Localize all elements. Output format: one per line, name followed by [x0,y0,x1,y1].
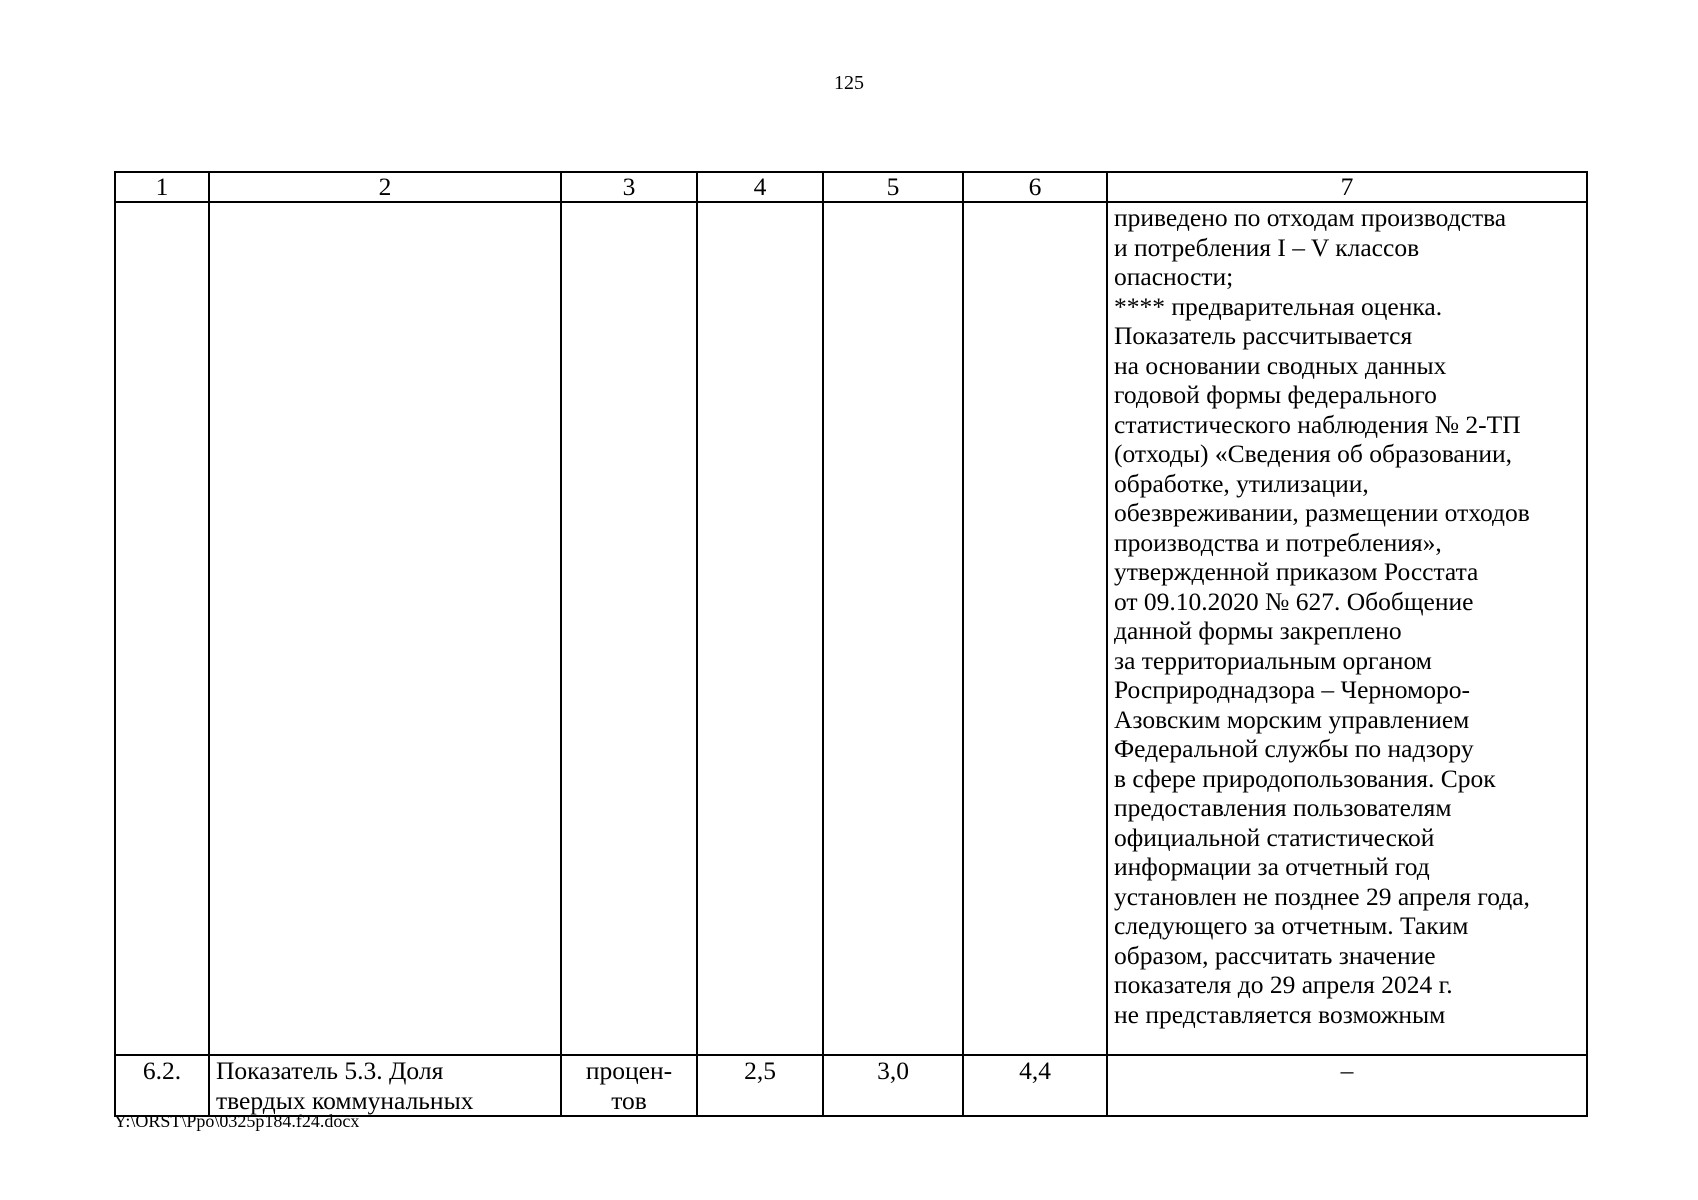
cell-empty [823,202,963,1055]
table-header-row [115,172,1587,202]
data-table [114,171,1588,1117]
notes-line: опасности; [1114,262,1234,291]
notes-line: производства и потребления», [1114,527,1442,557]
notes-line: годовой формы федерального [1114,380,1437,409]
column-header-3: 3 [561,172,697,202]
notes-line: утвержденной приказом Росстата [1114,557,1479,586]
cell-value-col6: 4,4 [963,1055,1107,1116]
notes-line: от 09.10.2020 № 627. Обобщение [1114,586,1474,616]
notes-line: и потребления I – V классов [1114,232,1420,262]
unit-line: процен- [585,1056,673,1085]
cell-empty [561,202,697,1055]
notes-line: за территориальным органом [1114,645,1432,675]
page-number: 125 [834,72,864,94]
column-header-2: 2 [209,172,561,202]
footer-file-path: Y:\ORST\Ppo\0325p184.f24.docx [114,1111,360,1131]
cell-value-col5: 3,0 [823,1055,963,1116]
notes-line: Федеральной службы по надзору [1114,734,1474,763]
notes-line: приведено по отходам производства [1114,203,1507,232]
notes-line: установлен не позднее 29 апреля года, [1114,881,1530,911]
notes-line: следующего за отчетным. Таким [1114,911,1469,940]
table-row-6-2 [115,1055,1587,1116]
cell-notes-continuation [1107,202,1587,1055]
column-header-5: 5 [823,172,963,202]
notes-line: Азовским морским управлением [1114,704,1470,734]
notes-line: обработке, утилизации, [1114,468,1369,498]
cell-notes: – [1107,1055,1587,1116]
cell-empty [209,202,561,1055]
cell-unit [561,1055,697,1116]
cell-row-number: 6.2. [115,1055,209,1116]
indicator-name-line: Показатель 5.3. Доля [216,1056,444,1085]
cell-empty [115,202,209,1055]
notes-line: информации за отчетный год [1114,852,1430,881]
notes-line: Показатель рассчитывается [1114,321,1413,350]
table-row-continuation [115,202,1587,1055]
column-header-7: 7 [1107,172,1587,202]
cell-empty [697,202,823,1055]
notes-line: показателя до 29 апреля 2024 г. [1114,970,1453,999]
notes-line: (отходы) «Сведения об образовании, [1114,439,1513,468]
notes-line: в сфере природопользования. Срок [1114,763,1496,793]
notes-line: официальной статистической [1114,822,1435,852]
notes-line: данной формы закреплено [1114,616,1402,645]
cell-empty [963,202,1107,1055]
indicator-name-line: твердых коммунальных [216,1085,474,1115]
notes-line: образом, рассчитать значение [1114,940,1436,970]
notes-line: обезвреживании, размещении отходов [1114,498,1530,527]
notes-line: Росприроднадзора – Черноморо- [1114,675,1470,704]
notes-line: статистического наблюдения № 2-ТП [1114,409,1521,439]
notes-line: предоставления пользователям [1114,793,1452,822]
column-header-6: 6 [963,172,1107,202]
cell-value-col4: 2,5 [697,1055,823,1116]
unit-line: тов [611,1085,647,1115]
column-header-4: 4 [697,172,823,202]
notes-line: **** предварительная оценка. [1114,291,1443,321]
cell-indicator-name [209,1055,561,1116]
notes-text [1114,203,1580,1029]
notes-line: на основании сводных данных [1114,350,1447,380]
column-header-1: 1 [115,172,209,202]
notes-line: не представляется возможным [1114,999,1446,1029]
